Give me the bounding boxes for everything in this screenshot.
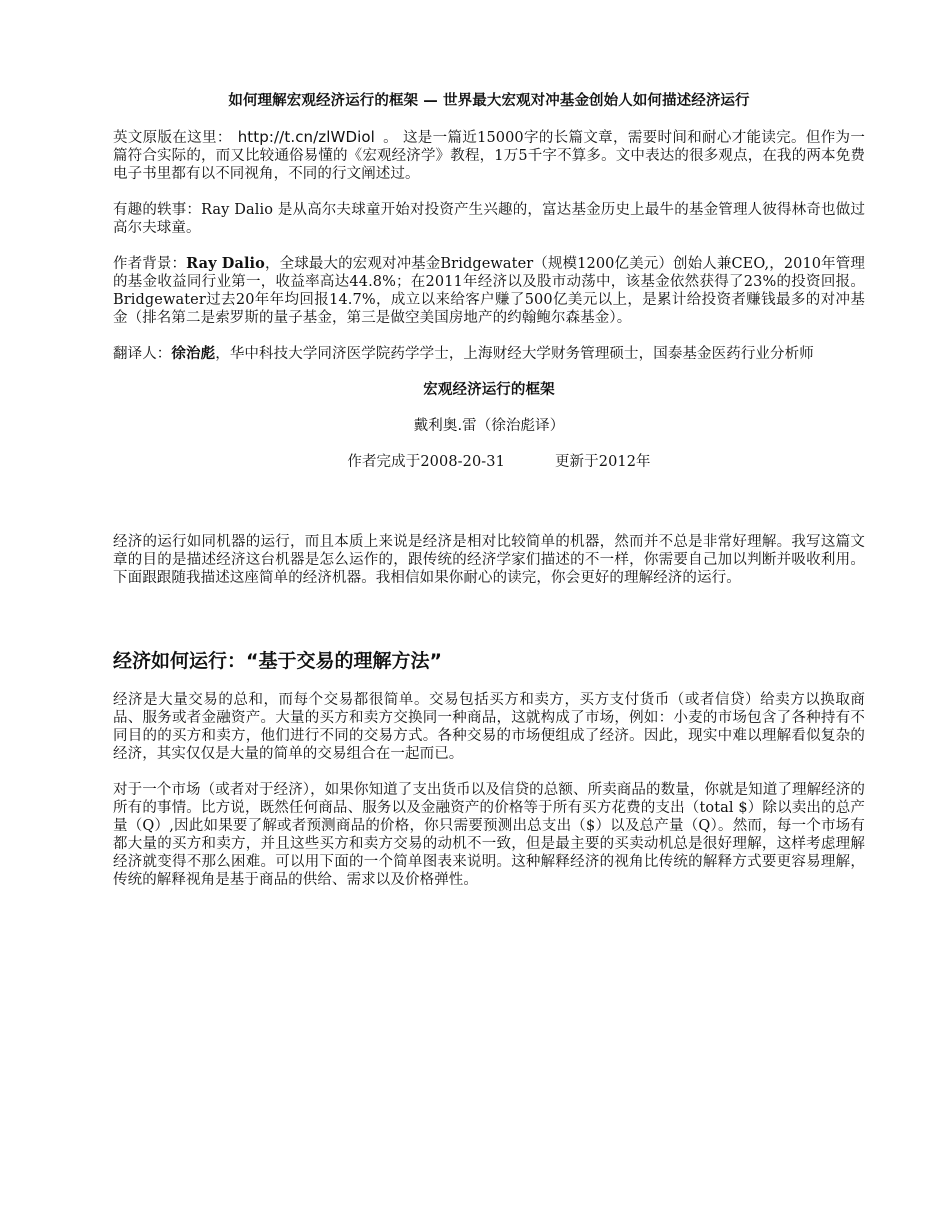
trivia-paragraph: 有趣的轶事：Ray Dalio 是从高尔夫球童开始对投资产生兴趣的，富达基金历史上最牛的基金管理人彼得林奇也做过高尔夫球童。 <box>113 202 865 236</box>
article-author: 戴利奥.雷（徐治彪译） <box>413 418 565 434</box>
document-page <box>113 88 865 889</box>
article-dates <box>113 453 865 471</box>
section-heading: 经济如何运行：“基于交易的理解方法” <box>113 650 442 672</box>
translator-prefix: 翻译人： <box>113 346 172 362</box>
updated-date: 更新于2012年 <box>554 454 651 470</box>
source-link[interactable]: http://t.cn/zlWDiol <box>237 128 375 146</box>
source-paragraph <box>113 128 865 183</box>
section-paragraph-2: 对于一个市场（或者对于经济），如果你知道了支出货币以及信贷的总额、所卖商品的数量，你就是知道了理解经济的所有的事情。比方说，既然任何商品、服务以及金融资产的价格等于所有买方花费的支出（total $）除以卖出的总产量（Q）,因此如果要了解或者预测商品的价格，你只需要预测出总支出（$）以及总产量（Q）。然而，每一个市场有都大量的买方和卖方，并且这些买方和卖方交易的动机不一致，但是最主要的买卖动机总是很好理解，这样考虑理解经济就变得不那么困难。可以用下面的一个简单图表来说明。这种解释经济的视角比传统的解释方式要更容易理解，传统的解释视角是基于商品的供给、需求以及价格弹性。 <box>113 782 865 888</box>
translator-paragraph <box>113 345 865 363</box>
translator-name: 徐治彪 <box>171 345 216 362</box>
background-text: ，全球最大的宏观对冲基金Bridgewater（规模1200亿美元）创始人兼CEO,，2010年管理的基金收益同行业第一，收益率高达44.8%；在2011年经济以及股市动荡中，该基金依然获得了23%的投资回报。Bridgewater过去20年年均回报14.7%，成立以来给客户赚了500亿美元以上，是累计给投资者赚钱最多的对冲基金（排名第二是索罗斯的量子基金，第三是做空美国房地产的约翰鲍尔森基金）。 <box>113 256 865 326</box>
document-title: 如何理解宏观经济运行的框架 — 世界最大宏观对冲基金创始人如何描述经济运行 <box>228 93 750 109</box>
section-paragraph-1: 经济是大量交易的总和，而每个交易都很简单。交易包括买方和卖方，买方支付货币（或者信贷）给卖方以换取商品、服务或者金融资产。大量的买方和卖方交换同一种商品，这就构成了市场，例如：小麦的市场包含了各种持有不同目的的买方和卖方，他们进行不同的交易方式。各种交易的市场便组成了经济。因此，现实中难以理解看似复杂的经济，其实仅仅是大量的简单的交易组合在一起而已。 <box>113 692 865 762</box>
translator-text: ，华中科技大学同济医学院药学学士，上海财经大学财务管理硕士，国泰基金医药行业分析师 <box>215 346 814 362</box>
intro-paragraph: 经济的运行如同机器的运行，而且本质上来说是经济是相对比较简单的机器，然而并不总是非常好理解。我写这篇文章的目的是描述经济这台机器是怎么运作的，跟传统的经济学家们描述的不一样，你需要自己加以判断并吸收利用。下面跟跟随我描述这座简单的经济机器。我相信如果你耐心的读完，你会更好的理解经济的运行。 <box>113 534 865 586</box>
author-background-paragraph <box>113 255 865 327</box>
background-prefix: 作者背景： <box>113 256 187 272</box>
author-name: Ray Dalio <box>186 255 265 272</box>
completed-date: 作者完成于2008-20-31 <box>347 454 505 470</box>
article-subtitle: 宏观经济运行的框架 <box>423 382 555 398</box>
source-prefix: 英文原版在这里： <box>113 130 232 146</box>
source-description: 。 这是一篇近15000字的长篇文章，需要时间和耐心才能读完。但作为一篇符合实际的，而又比较通俗易懂的《宏观经济学》教程，1万5千字不算多。文中表达的很多观点，在我的两本免费电子书里都有以不同视角，不同的行文阐述过。 <box>113 130 865 182</box>
